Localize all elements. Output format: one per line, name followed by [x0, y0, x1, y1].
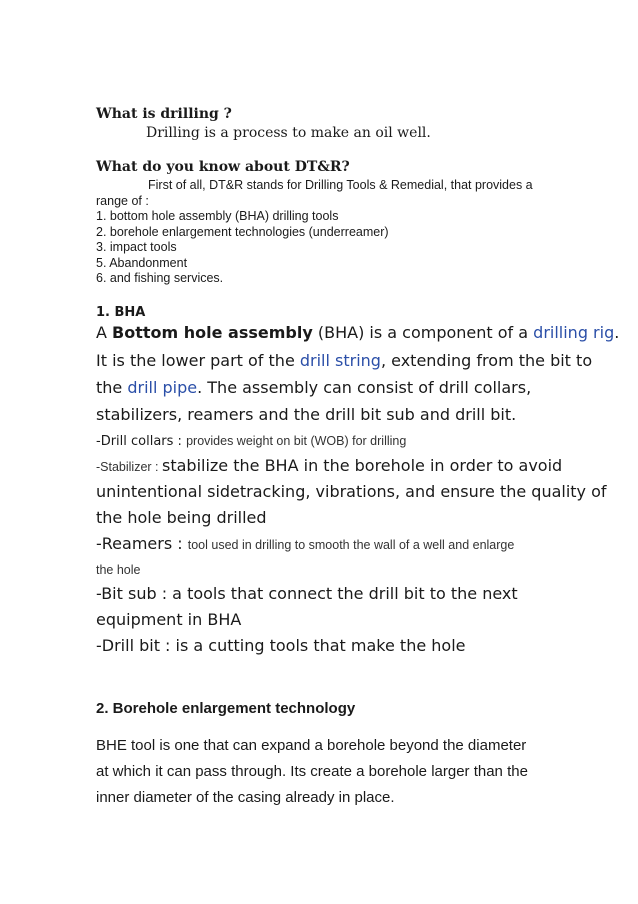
dtr-list-item: 2. borehole enlargement technologies (underreamer) [96, 225, 389, 239]
text-run: . The assembly can consist of drill collars, [197, 378, 532, 397]
text-run: the [96, 378, 128, 397]
stabilizer-label: -Stabilizer : [96, 460, 162, 474]
stabilizer-text: stabilize the BHA in the borehole in order to avoid [162, 456, 563, 475]
drill-collars-label: -Drill collars : [96, 434, 187, 449]
drill-collars-text: provides weight on bit (WOB) for drilling [186, 434, 407, 448]
term-bottom-hole-assembly: Bottom hole assembly [112, 323, 313, 342]
bha-paragraph-line3 [96, 374, 531, 402]
bit-sub-line2: equipment in BHA [96, 610, 242, 629]
bhe-line1: BHE tool is one that can expand a borehole beyond the diameter [96, 737, 527, 754]
text-run: A [96, 323, 113, 342]
reamers-label: -Reamers : [96, 534, 188, 553]
reamers-line2: the hole [96, 563, 141, 577]
dtr-list-item: 3. impact tools [96, 240, 177, 254]
bha-paragraph-line1 [96, 319, 619, 347]
text-run: It is the lower part of the [96, 351, 300, 370]
bhe-line2: at which it can pass through. Its create a borehole larger than the [96, 763, 528, 780]
drilling-answer: Drilling is a process to make an oil well. [146, 125, 431, 141]
bit-sub-line1: -Bit sub : a tools that connect the drill bit to the next [96, 584, 518, 603]
dtr-intro-line1: First of all, DT&R stands for Drilling Tools & Remedial, that provides a [148, 178, 533, 192]
heading-borehole-enlargement: 2. Borehole enlargement technology [96, 700, 356, 717]
text-run: , extending from the bit to [380, 351, 593, 370]
link-drill-pipe[interactable]: drill pipe [127, 378, 198, 397]
reamers-line1 [96, 530, 514, 558]
bha-paragraph-line4: stabilizers, reamers and the drill bit sub and drill bit. [96, 405, 517, 424]
heading-dtr: What do you know about DT&R? [96, 159, 350, 175]
dtr-list-item: 1. bottom hole assembly (BHA) drilling tools [96, 209, 339, 223]
dtr-intro-line2: range of : [96, 194, 149, 208]
reamers-text: tool used in drilling to smooth the wall of a well and enlarge [187, 538, 515, 552]
text-run: . [614, 323, 620, 342]
heading-bha: 1. BHA [96, 305, 146, 320]
dtr-list-item: 6. and fishing services. [96, 271, 224, 285]
drill-collars-line [96, 432, 406, 450]
drill-bit-line: -Drill bit : is a cutting tools that make the hole [96, 636, 466, 655]
text-run: (BHA) is a component of a [312, 323, 534, 342]
bha-paragraph-line2 [96, 347, 592, 375]
bhe-line3: inner diameter of the casing already in place. [96, 789, 395, 806]
stabilizer-line3: the hole being drilled [96, 508, 267, 527]
stabilizer-line1 [96, 452, 562, 480]
stabilizer-line2: unintentional sidetracking, vibrations, and ensure the quality of [96, 482, 607, 501]
link-drilling-rig[interactable]: drilling rig [533, 323, 615, 342]
dtr-list-item: 5. Abandonment [96, 256, 188, 270]
heading-what-is-drilling: What is drilling ? [96, 106, 232, 122]
link-drill-string[interactable]: drill string [299, 351, 381, 370]
